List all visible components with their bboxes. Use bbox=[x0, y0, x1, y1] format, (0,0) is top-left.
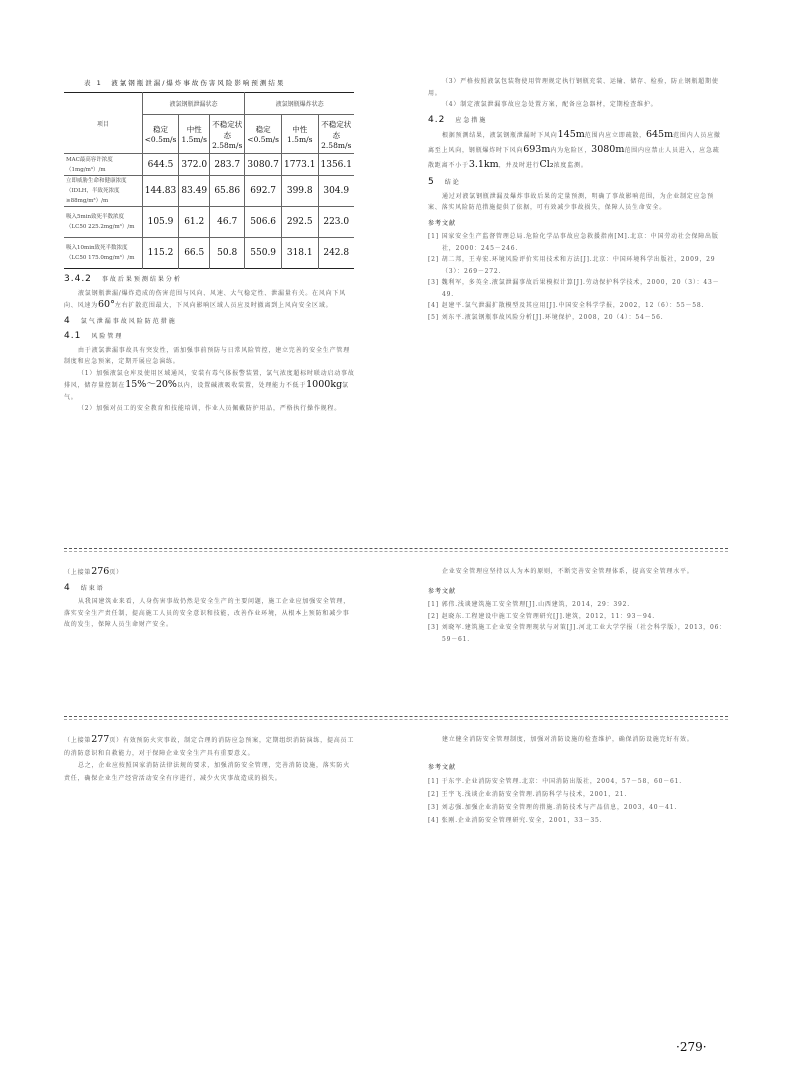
results-table bbox=[64, 92, 354, 269]
table-row bbox=[64, 207, 354, 238]
paragraph: 从我国建筑业来看，人身伤害事故仍然是安全生产的主要问题，施工企业应加强安全管理，落实安全生产责任制，提高施工人员的安全意识和技能，改善作业环境，从根本上预防和减少事故的发生，保障人员生命财产安全。 bbox=[64, 598, 351, 628]
table-row-label: 立即威胁生命和健康浓度（IDLH，半致死浓度≥88mg/m³）/m bbox=[64, 176, 142, 207]
bottom-left-column bbox=[64, 734, 356, 785]
paragraph: （上接第277页）有效预防火灾事故，制定合理的消防应急预案，定期组织消防演练，提高员工的消防意识和自救能力，对于保障企业安全生产具有重要意义。 bbox=[64, 734, 355, 757]
table-row bbox=[64, 176, 354, 207]
table-cell: 399.8 bbox=[282, 176, 319, 207]
references-heading: 参考文献 bbox=[428, 587, 457, 595]
table-cell: 50.8 bbox=[210, 238, 245, 269]
paragraph: （3）严格按照液氯包装物使用管理规定执行钢瓶充装、运输、储存、检验，防止钢瓶超期使用。 bbox=[428, 78, 719, 97]
article-separator bbox=[64, 548, 728, 555]
paragraph: （2）加强对员工的安全教育和技能培训，作业人员佩戴防护用品，严格执行操作规程。 bbox=[78, 405, 342, 412]
references-list bbox=[428, 599, 726, 645]
references-list bbox=[428, 231, 726, 323]
paragraph: （1）加强液氯仓库及使用区域通风，安装有毒气体报警装置，氯气浓度超标时联动启动事故排风，储存量控制在15%～20%以内，设置碱液吸收装置，处理能力不低于1000kg氯气。 bbox=[64, 369, 355, 401]
subsection-heading: 4.2 应急措施 bbox=[428, 114, 488, 125]
paragraph: 总之，企业应按照国家消防法律法规的要求，加强消防安全管理，完善消防设施，落实防火责任，确保企业生产经营活动安全有序进行，减少火灾事故造成的损失。 bbox=[64, 762, 351, 782]
paragraph: 液氯钢瓶泄漏/爆炸造成的伤害范围与风向、风速、大气稳定性、泄漏量有关。在风向下风向、风速为60°左右扩散范围最大，下风向影响区域人员应及时撤离到上风向安全区域。 bbox=[64, 289, 347, 310]
table-cell: 283.7 bbox=[210, 154, 245, 176]
table-cell: 223.0 bbox=[323, 217, 350, 227]
paragraph: 根据预测结果，液氯钢瓶泄漏时下风向145m范围内应立即疏散，645m范围内人员应撤离至上风向，钢瓶爆炸时下风向693m内为危险区，3080m范围内应禁止人员进入，应急疏散距离不小于3.1km，并及时进行Cl₂浓度监测。 bbox=[428, 129, 721, 170]
table-cell: 692.7 bbox=[245, 176, 282, 207]
mid-right-column bbox=[428, 566, 726, 645]
table-cell: 144.83 bbox=[142, 176, 179, 207]
table-group-leak: 液氯钢瓶泄漏状态 bbox=[142, 93, 245, 115]
reference-item: [4] 张刚.企业消防安全管理研究.安全，2001，33－35. bbox=[428, 817, 603, 824]
article-separator bbox=[64, 716, 728, 723]
reference-item: [2] 王宇飞.浅谈企业消防安全管理.消防科学与技术，2001，21. bbox=[428, 791, 628, 798]
table-cell: 550.9 bbox=[245, 238, 282, 269]
table-cell: 242.8 bbox=[323, 248, 350, 258]
reference-item: [5] 刘东平.液氯钢瓶事故风险分析[J].环境保护，2008，20（4）：54－56. bbox=[428, 313, 664, 321]
references-heading: 参考文献 bbox=[428, 763, 457, 771]
table-row bbox=[64, 154, 354, 176]
table-cell: 66.5 bbox=[179, 238, 210, 269]
mid-left-column bbox=[64, 566, 356, 631]
table-cell: 318.1 bbox=[282, 238, 319, 269]
references-heading: 参考文献 bbox=[428, 219, 457, 227]
table-subhead: 稳定 <0.5m/s bbox=[142, 115, 179, 154]
references-list bbox=[428, 775, 726, 827]
reference-item: [2] 胡二邦，王寿宏.环境风险评价实用技术和方法[J].北京：中国环境科学出版社，2009，29（3）：269－272. bbox=[428, 256, 716, 275]
table-cell: 105.9 bbox=[142, 207, 179, 238]
table-subhead: 中性 1.5m/s bbox=[179, 115, 210, 154]
paragraph: （4）制定液氯泄漏事故应急处置方案，配备应急器材，定期检查维护。 bbox=[442, 101, 658, 108]
paragraph: 企业安全管理应坚持以人为本的原则，不断完善安全管理体系，提高安全管理水平。 bbox=[442, 568, 694, 575]
table-row-label: 吸入5min致死半数浓度（LC50 225.2mg/m³）/m bbox=[64, 207, 142, 238]
paragraph: 由于液氯泄漏事故具有突发性，需加强事前预防与日常风险管控，建立完善的安全生产管理制度和应急预案，定期开展应急演练。 bbox=[64, 346, 351, 365]
table-row bbox=[64, 238, 354, 269]
table-cell: 61.2 bbox=[179, 207, 210, 238]
bottom-right-column bbox=[428, 734, 726, 827]
right-top-column bbox=[428, 76, 726, 323]
reference-item: [1] 国家安全生产监督管理总局.危险化学品事故应急救援指南[M].北京：中国劳动社会保障出版社，2000：245－246. bbox=[428, 233, 719, 252]
table-cell: 304.9 bbox=[323, 186, 350, 196]
table-subhead: 稳定 <0.5m/s bbox=[245, 115, 282, 154]
table-cell: 292.5 bbox=[282, 207, 319, 238]
section-heading: 4 结束语 bbox=[64, 582, 105, 593]
paragraph: 通过对液氯钢瓶泄漏及爆炸事故后果的定量预测，明确了事故影响范围，为企业制定应急预案、落实风险防范措施提供了依据，可有效减少事故损失，保障人员生命安全。 bbox=[428, 192, 715, 211]
table-cell: 1356.1 bbox=[320, 159, 352, 170]
page-number: ·279· bbox=[676, 1040, 707, 1054]
reference-item: [1] 郭伟.浅谈建筑施工安全管理[J].山西建筑，2014，29：392. bbox=[428, 601, 630, 608]
table-cell: 372.0 bbox=[179, 154, 210, 176]
section-heading: 3.4.2 事故后果预测结果分析 bbox=[64, 274, 182, 284]
reference-item: [1] 于东宇.企业消防安全管理.北京：中国消防出版社，2004，57－58，60－61. bbox=[428, 778, 682, 785]
reference-item: [4] 赵建平.氯气泄漏扩散模型及其应用[J].中国安全科学学报，2002，12（6）：55－58. bbox=[428, 302, 705, 309]
table-subhead: 不稳定状态 2.58m/s bbox=[321, 119, 352, 150]
table-subhead: 中性 1.5m/s bbox=[282, 115, 319, 154]
table-cell: 115.2 bbox=[142, 238, 179, 269]
table-cell: 644.5 bbox=[142, 154, 179, 176]
reference-item: [2] 赵晓东.工程建设中施工安全管理研究[J].建筑，2012，11：93－94. bbox=[428, 612, 655, 620]
paragraph: 建立健全消防安全管理制度，加强对消防设施的检查维护，确保消防设施完好有效。 bbox=[442, 736, 694, 743]
table-cell: 83.49 bbox=[179, 176, 210, 207]
table-cell: 1773.1 bbox=[282, 154, 319, 176]
subsection-heading: 4.1 风险管理 bbox=[64, 331, 124, 341]
reference-item: [3] 魏利军，多英全.液氯泄漏事故后果模拟计算[J].劳动保护科学技术，2000，20（3）：43－49. bbox=[428, 279, 720, 298]
table-cell: 65.86 bbox=[210, 176, 245, 207]
table-group-explode: 液氯钢瓶爆炸状态 bbox=[245, 93, 354, 115]
table-row-label: MAC最高容许浓度（1mg/m³）/m bbox=[64, 154, 142, 176]
section-heading: 5 结论 bbox=[428, 177, 461, 187]
section-heading: 4 氯气泄漏事故风险防范措施 bbox=[64, 315, 177, 326]
table-cell: 3080.7 bbox=[245, 154, 282, 176]
reference-item: [3] 刘晓军.建筑施工企业安全管理现状与对策[J].河北工业大学学报（社会科学版），2013，06：59－61. bbox=[428, 624, 727, 643]
table-cell: 506.6 bbox=[245, 207, 282, 238]
left-top-column bbox=[64, 270, 356, 415]
table-subhead: 不稳定状态 2.58m/s bbox=[210, 115, 245, 154]
table-title: 表 1 液氯钢瓶泄漏/爆炸事故伤害风险影响预测结果 bbox=[84, 79, 286, 87]
table-row-label: 吸入10min致死半数浓度（LC50 175.0mg/m³）/m bbox=[64, 238, 142, 269]
reference-item: [3] 刘志强.加强企业消防安全管理的措施.消防技术与产品信息，2003，40－41. bbox=[428, 804, 678, 811]
continuation-note: （上接第276页） bbox=[64, 566, 123, 577]
table-col-item: 项目 bbox=[64, 93, 142, 154]
table-cell: 46.7 bbox=[210, 207, 245, 238]
